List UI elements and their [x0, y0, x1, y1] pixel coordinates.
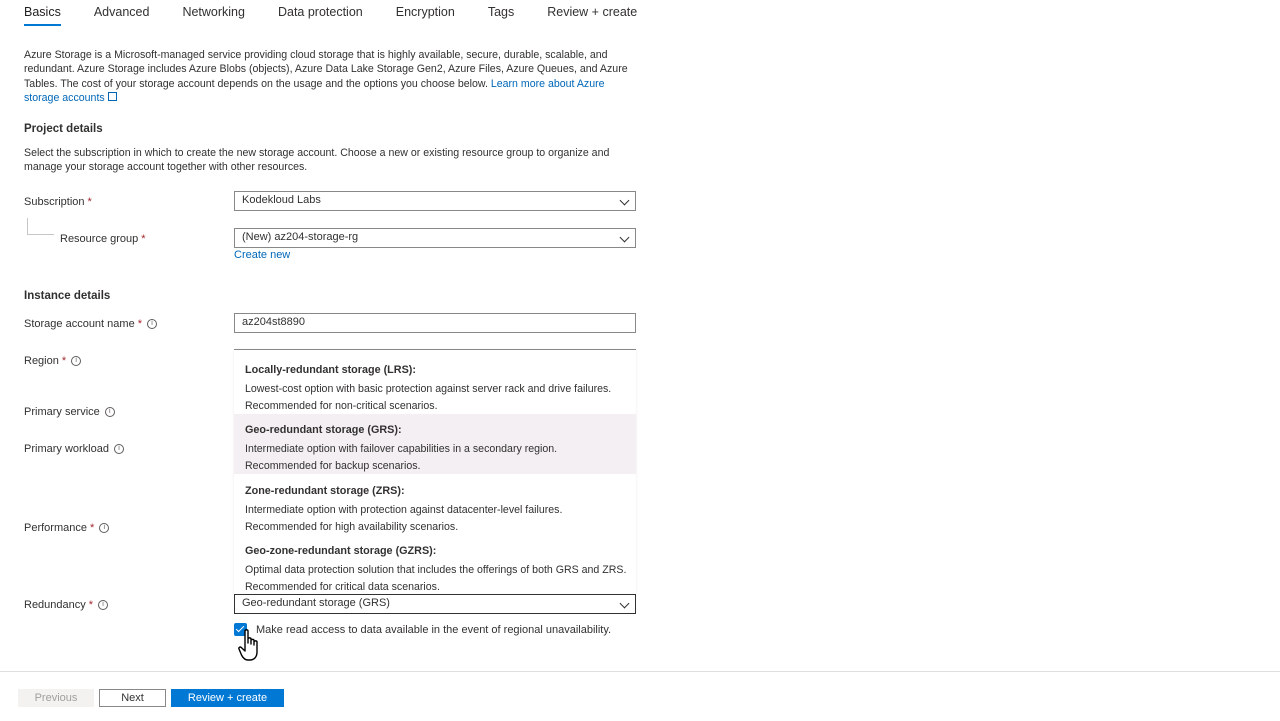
read-access-label: Make read access to data available in the event of regional unavailability.: [256, 624, 612, 636]
redundancy-value: Geo-redundant storage (GRS): [242, 597, 390, 609]
storage-account-name-input[interactable]: [234, 313, 636, 333]
hand-pointer-icon: [238, 628, 268, 664]
redundancy-option-zrs[interactable]: Zone-redundant storage (ZRS): Intermediate option with protection against datacenter-level failures. Recommended for high availability scenarios.: [245, 485, 563, 533]
redundancy-select[interactable]: [234, 594, 636, 614]
chevron-down-icon: [620, 196, 630, 206]
external-link-icon: [108, 92, 117, 101]
resource-group-select[interactable]: [234, 228, 636, 248]
review-create-button[interactable]: Review + create: [171, 689, 284, 707]
resource-group-value: (New) az204-storage-rg: [242, 231, 359, 243]
info-icon: i: [99, 523, 109, 533]
tab-advanced[interactable]: Advanced: [93, 5, 150, 19]
project-description: Select the subscription in which to create the new storage account. Choose a new or existing resource group to organize and manage your storage account together with other resources.: [24, 147, 610, 174]
primary-workload-label: Primary workload i: [24, 443, 124, 455]
instance-details-title: Instance details: [24, 290, 111, 302]
required-mark: *: [141, 233, 146, 245]
redundancy-option-gzrs[interactable]: Geo-zone-redundant storage (GZRS): Optimal data protection solution that includes the offerings of both GRS and ZRS. Recommended for critical data scenarios.: [245, 545, 627, 593]
chevron-down-icon: [620, 233, 630, 243]
redundancy-label: Redundancy * i: [24, 599, 108, 611]
required-mark: *: [87, 196, 92, 208]
chevron-down-icon: [620, 599, 630, 609]
info-icon: i: [98, 600, 108, 610]
tab-tags[interactable]: Tags: [487, 5, 515, 19]
required-mark: *: [61, 355, 67, 367]
tab-basics[interactable]: Basics: [24, 0, 61, 30]
storage-account-name-value: az204st8890: [242, 316, 305, 328]
subscription-value: Kodekloud Labs: [242, 194, 321, 206]
next-button[interactable]: Next: [99, 689, 166, 707]
tree-connector: [27, 218, 54, 235]
subscription-select[interactable]: [234, 191, 636, 211]
region-label: Region * i: [24, 355, 81, 367]
create-new-link[interactable]: Create new: [234, 249, 291, 261]
tab-data-protection[interactable]: Data protection: [277, 5, 363, 19]
info-icon: i: [114, 444, 124, 454]
tab-networking[interactable]: Networking: [182, 5, 245, 19]
learn-more-link[interactable]: Learn more about Azure storage accounts: [24, 77, 605, 105]
intro-paragraph: [24, 48, 634, 106]
redundancy-option-grs[interactable]: Geo-redundant storage (GRS): Intermediate option with failover capabilities in a secondary region. Recommended for backup scenarios.: [234, 414, 636, 474]
info-icon: i: [71, 356, 81, 366]
resource-group-label: Resource group *: [60, 233, 146, 245]
subscription-label: Subscription *: [24, 196, 92, 208]
info-icon: i: [105, 407, 115, 417]
project-details-title: Project details: [24, 123, 103, 135]
intro-text: Azure Storage is a Microsoft-managed service providing cloud storage that is highly available, secure, durable, scalable, and redundant. Azure Storage includes Azure Blobs (objects), Azure Data Lake Storage Gen2, Azure Files, Azure Queues, and Azure Tables. The cost of your storage account depends on the usage and the options you choose below.: [24, 49, 628, 90]
redundancy-option-lrs[interactable]: Locally-redundant storage (LRS): Lowest-cost option with basic protection against server rack and drive failures. Recommended for non-critical scenarios.: [245, 364, 612, 412]
required-mark: *: [137, 318, 142, 330]
primary-service-label: Primary service i: [24, 406, 115, 418]
required-mark: *: [88, 599, 94, 611]
previous-button[interactable]: Previous: [18, 689, 94, 707]
info-icon: i: [147, 319, 157, 329]
tab-bar: [24, 0, 670, 30]
required-mark: *: [89, 522, 95, 534]
storage-account-name-label: Storage account name * i: [24, 318, 157, 330]
tab-review-create[interactable]: Review + create: [547, 5, 638, 19]
performance-label: Performance * i: [24, 522, 109, 534]
redundancy-dropdown-list: [234, 349, 636, 595]
tab-encryption[interactable]: Encryption: [395, 5, 455, 19]
